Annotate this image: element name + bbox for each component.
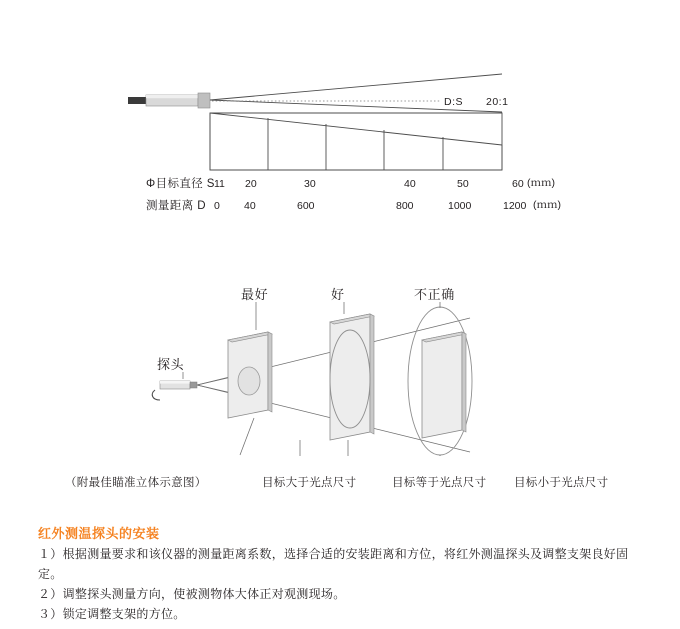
d-value-0: 0: [214, 200, 220, 212]
rank-incorrect-label: 不正确: [414, 287, 455, 302]
probe-sensor-graphic-2: [152, 381, 197, 400]
d-value-1: 40: [244, 200, 256, 212]
target-plate-good: [330, 314, 374, 440]
probe-label: 探头: [157, 357, 185, 372]
row-label-target-diameter: Φ目标直径 S: [146, 178, 215, 190]
target-plate-incorrect: [408, 307, 472, 455]
distance-scale-boxes: [210, 113, 502, 170]
probe-sensor-graphic: [128, 93, 210, 108]
rank-good-label: 好: [331, 287, 345, 302]
ratio-label: D:S: [444, 96, 464, 108]
section-item-2: ２）调整探头测量方向，使被测物体大体正对观测现场。: [38, 587, 346, 601]
target-plate-best: [228, 332, 272, 418]
d-value-2: 600: [297, 200, 315, 212]
s-value-2: 30: [304, 178, 316, 190]
section-title: 红外测温探头的安装: [38, 526, 160, 541]
caption-target-larger: 目标大于光点尺寸: [262, 477, 357, 489]
s-unit: (ｍｍ): [527, 177, 555, 189]
rank-best-label: 最好: [241, 287, 269, 302]
section-item-1: １）根据测量要求和该仪器的测量距离系数，选择合适的安装距离和方位，将红外测温探头及调整支架良好固定。: [38, 547, 629, 581]
caption-left: （附最佳瞄准立体示意图）: [65, 477, 207, 489]
d-value-3: 800: [396, 200, 414, 212]
row-label-measure-distance: 测量距离 D: [146, 200, 206, 212]
d-value-5: 1200: [503, 200, 527, 212]
s-value-4: 50: [457, 178, 469, 190]
s-value-3: 40: [404, 178, 416, 190]
caption-target-smaller: 目标小于光点尺寸: [514, 477, 609, 489]
s-value-5: 60: [512, 178, 524, 190]
section-item-3: ３）锁定调整支架的方位。: [38, 607, 186, 621]
d-value-4: 1000: [448, 200, 472, 212]
s-value-1: 20: [245, 178, 257, 190]
s-value-0: 11: [214, 178, 225, 190]
caption-target-equal: 目标等于光点尺寸: [392, 477, 487, 489]
ratio-value: 20:1: [486, 96, 509, 108]
d-unit: (ｍｍ): [533, 199, 561, 211]
